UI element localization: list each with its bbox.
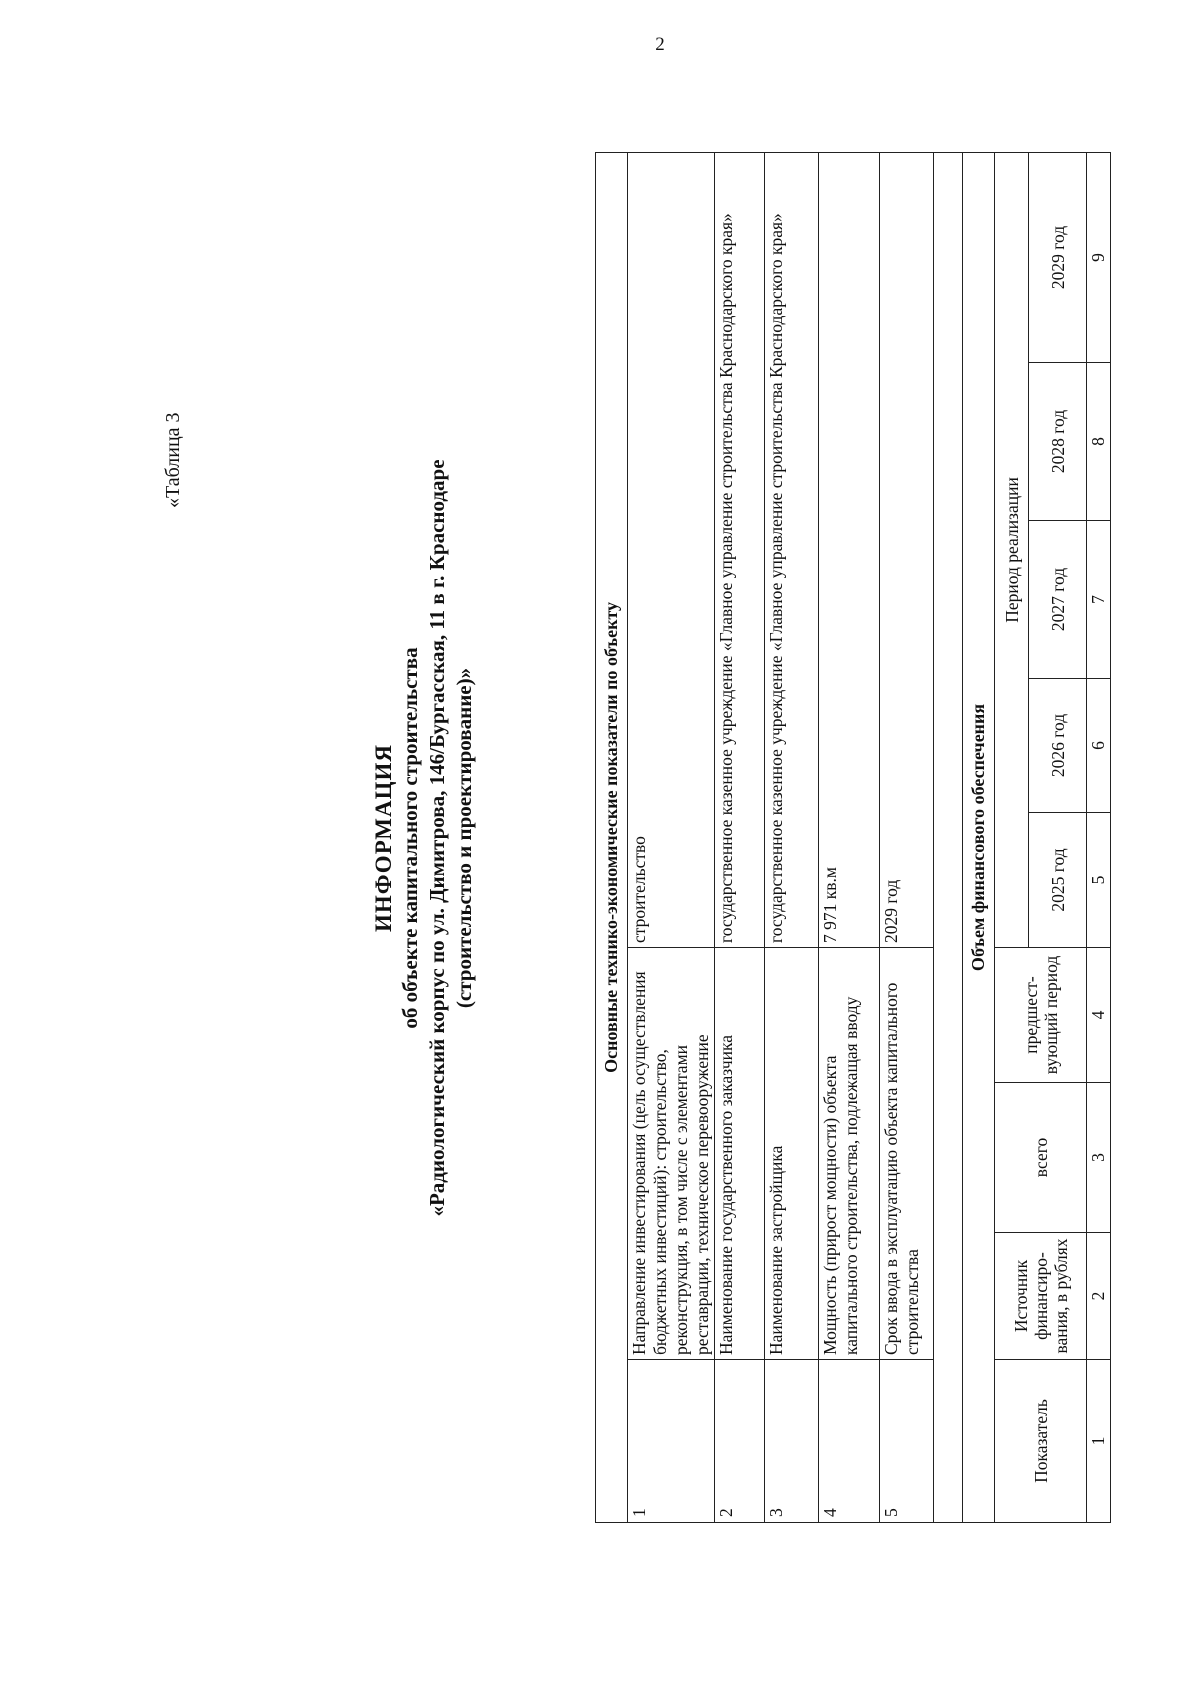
indicator-label: Срок ввода в эксплуатацию объекта капитального строительства bbox=[880, 948, 934, 1360]
indicator-row bbox=[715, 152, 765, 1522]
indicator-num: 3 bbox=[765, 1360, 819, 1523]
table-label: «Таблица 3 bbox=[162, 412, 184, 508]
indicators-heading: Основные технико-экономические показатели по объекту bbox=[596, 152, 628, 1522]
indicator-value: государственное казенное учреждение «Главное управление строительства Краснодарского края» bbox=[765, 152, 819, 947]
document-sheet bbox=[140, 95, 1110, 1588]
document-title bbox=[370, 438, 478, 1238]
header-year: 2025 год bbox=[1029, 813, 1087, 948]
column-numbers-row bbox=[1087, 152, 1111, 1522]
finance-heading-row bbox=[963, 152, 995, 1522]
separator-cell bbox=[934, 948, 963, 1523]
column-number: 8 bbox=[1087, 363, 1111, 521]
column-number: 2 bbox=[1087, 1233, 1111, 1360]
separator-row bbox=[934, 152, 963, 1522]
column-number: 3 bbox=[1087, 1083, 1111, 1233]
header-total: всего bbox=[995, 1083, 1087, 1233]
indicator-value: 7 971 кв.м bbox=[819, 152, 880, 947]
column-number: 4 bbox=[1087, 948, 1111, 1083]
title-line-4: (строительство и проектирование)» bbox=[452, 667, 476, 1009]
indicator-row bbox=[765, 152, 819, 1522]
indicator-label: Наименование застройщика bbox=[765, 948, 819, 1360]
header-indicator: Показатель bbox=[995, 1360, 1087, 1523]
separator-cell bbox=[934, 152, 963, 947]
indicator-label: Направление инвестирования (цель осуществления бюджетных инвестиций): строительство, реконструкция, в том числе с элементами реставрации, техническое перевооружение bbox=[628, 948, 715, 1360]
indicator-num: 5 bbox=[880, 1360, 934, 1523]
column-number: 5 bbox=[1087, 813, 1111, 948]
header-year: 2027 год bbox=[1029, 521, 1087, 679]
indicator-num: 4 bbox=[819, 1360, 880, 1523]
header-year: 2028 год bbox=[1029, 363, 1087, 521]
header-period: Период реализации bbox=[995, 152, 1029, 947]
title-line-3: «Радиологический корпус по ул. Димитрова, 146/Бургасская, 11 в г. Краснодаре bbox=[425, 459, 449, 1217]
indicator-label: Наименование государственного заказчика bbox=[715, 948, 765, 1360]
title-line-2: об объекте капитального строительства bbox=[398, 647, 422, 1029]
header-year: 2029 год bbox=[1029, 152, 1087, 362]
indicator-row bbox=[628, 152, 715, 1522]
indicator-value: 2029 год bbox=[880, 152, 934, 947]
column-number: 6 bbox=[1087, 679, 1111, 813]
indicator-num: 2 bbox=[715, 1360, 765, 1523]
title-main: ИНФОРМАЦИЯ bbox=[371, 743, 396, 933]
indicator-row bbox=[819, 152, 880, 1522]
finance-header-row bbox=[995, 152, 1029, 1522]
indicator-label: Мощность (прирост мощности) объекта капитального строительства, подлежащая вводу bbox=[819, 948, 880, 1360]
page-number: 2 bbox=[655, 34, 665, 55]
header-source: Источник финансиро-вания, в рублях bbox=[995, 1233, 1087, 1360]
indicator-num: 1 bbox=[628, 1360, 715, 1523]
column-number: 1 bbox=[1087, 1360, 1111, 1523]
info-table bbox=[595, 152, 1111, 1523]
column-number: 7 bbox=[1087, 521, 1111, 679]
indicator-row bbox=[880, 152, 934, 1522]
column-number: 9 bbox=[1087, 152, 1111, 362]
finance-heading: Объем финансового обеспечения bbox=[963, 152, 995, 1522]
indicator-value: государственное казенное учреждение «Главное управление строительства Краснодарского края» bbox=[715, 152, 765, 947]
indicators-heading-row bbox=[596, 152, 628, 1522]
header-previous: предшест-вующий период bbox=[995, 948, 1087, 1083]
indicator-value: строительство bbox=[628, 152, 715, 947]
header-year: 2026 год bbox=[1029, 679, 1087, 813]
